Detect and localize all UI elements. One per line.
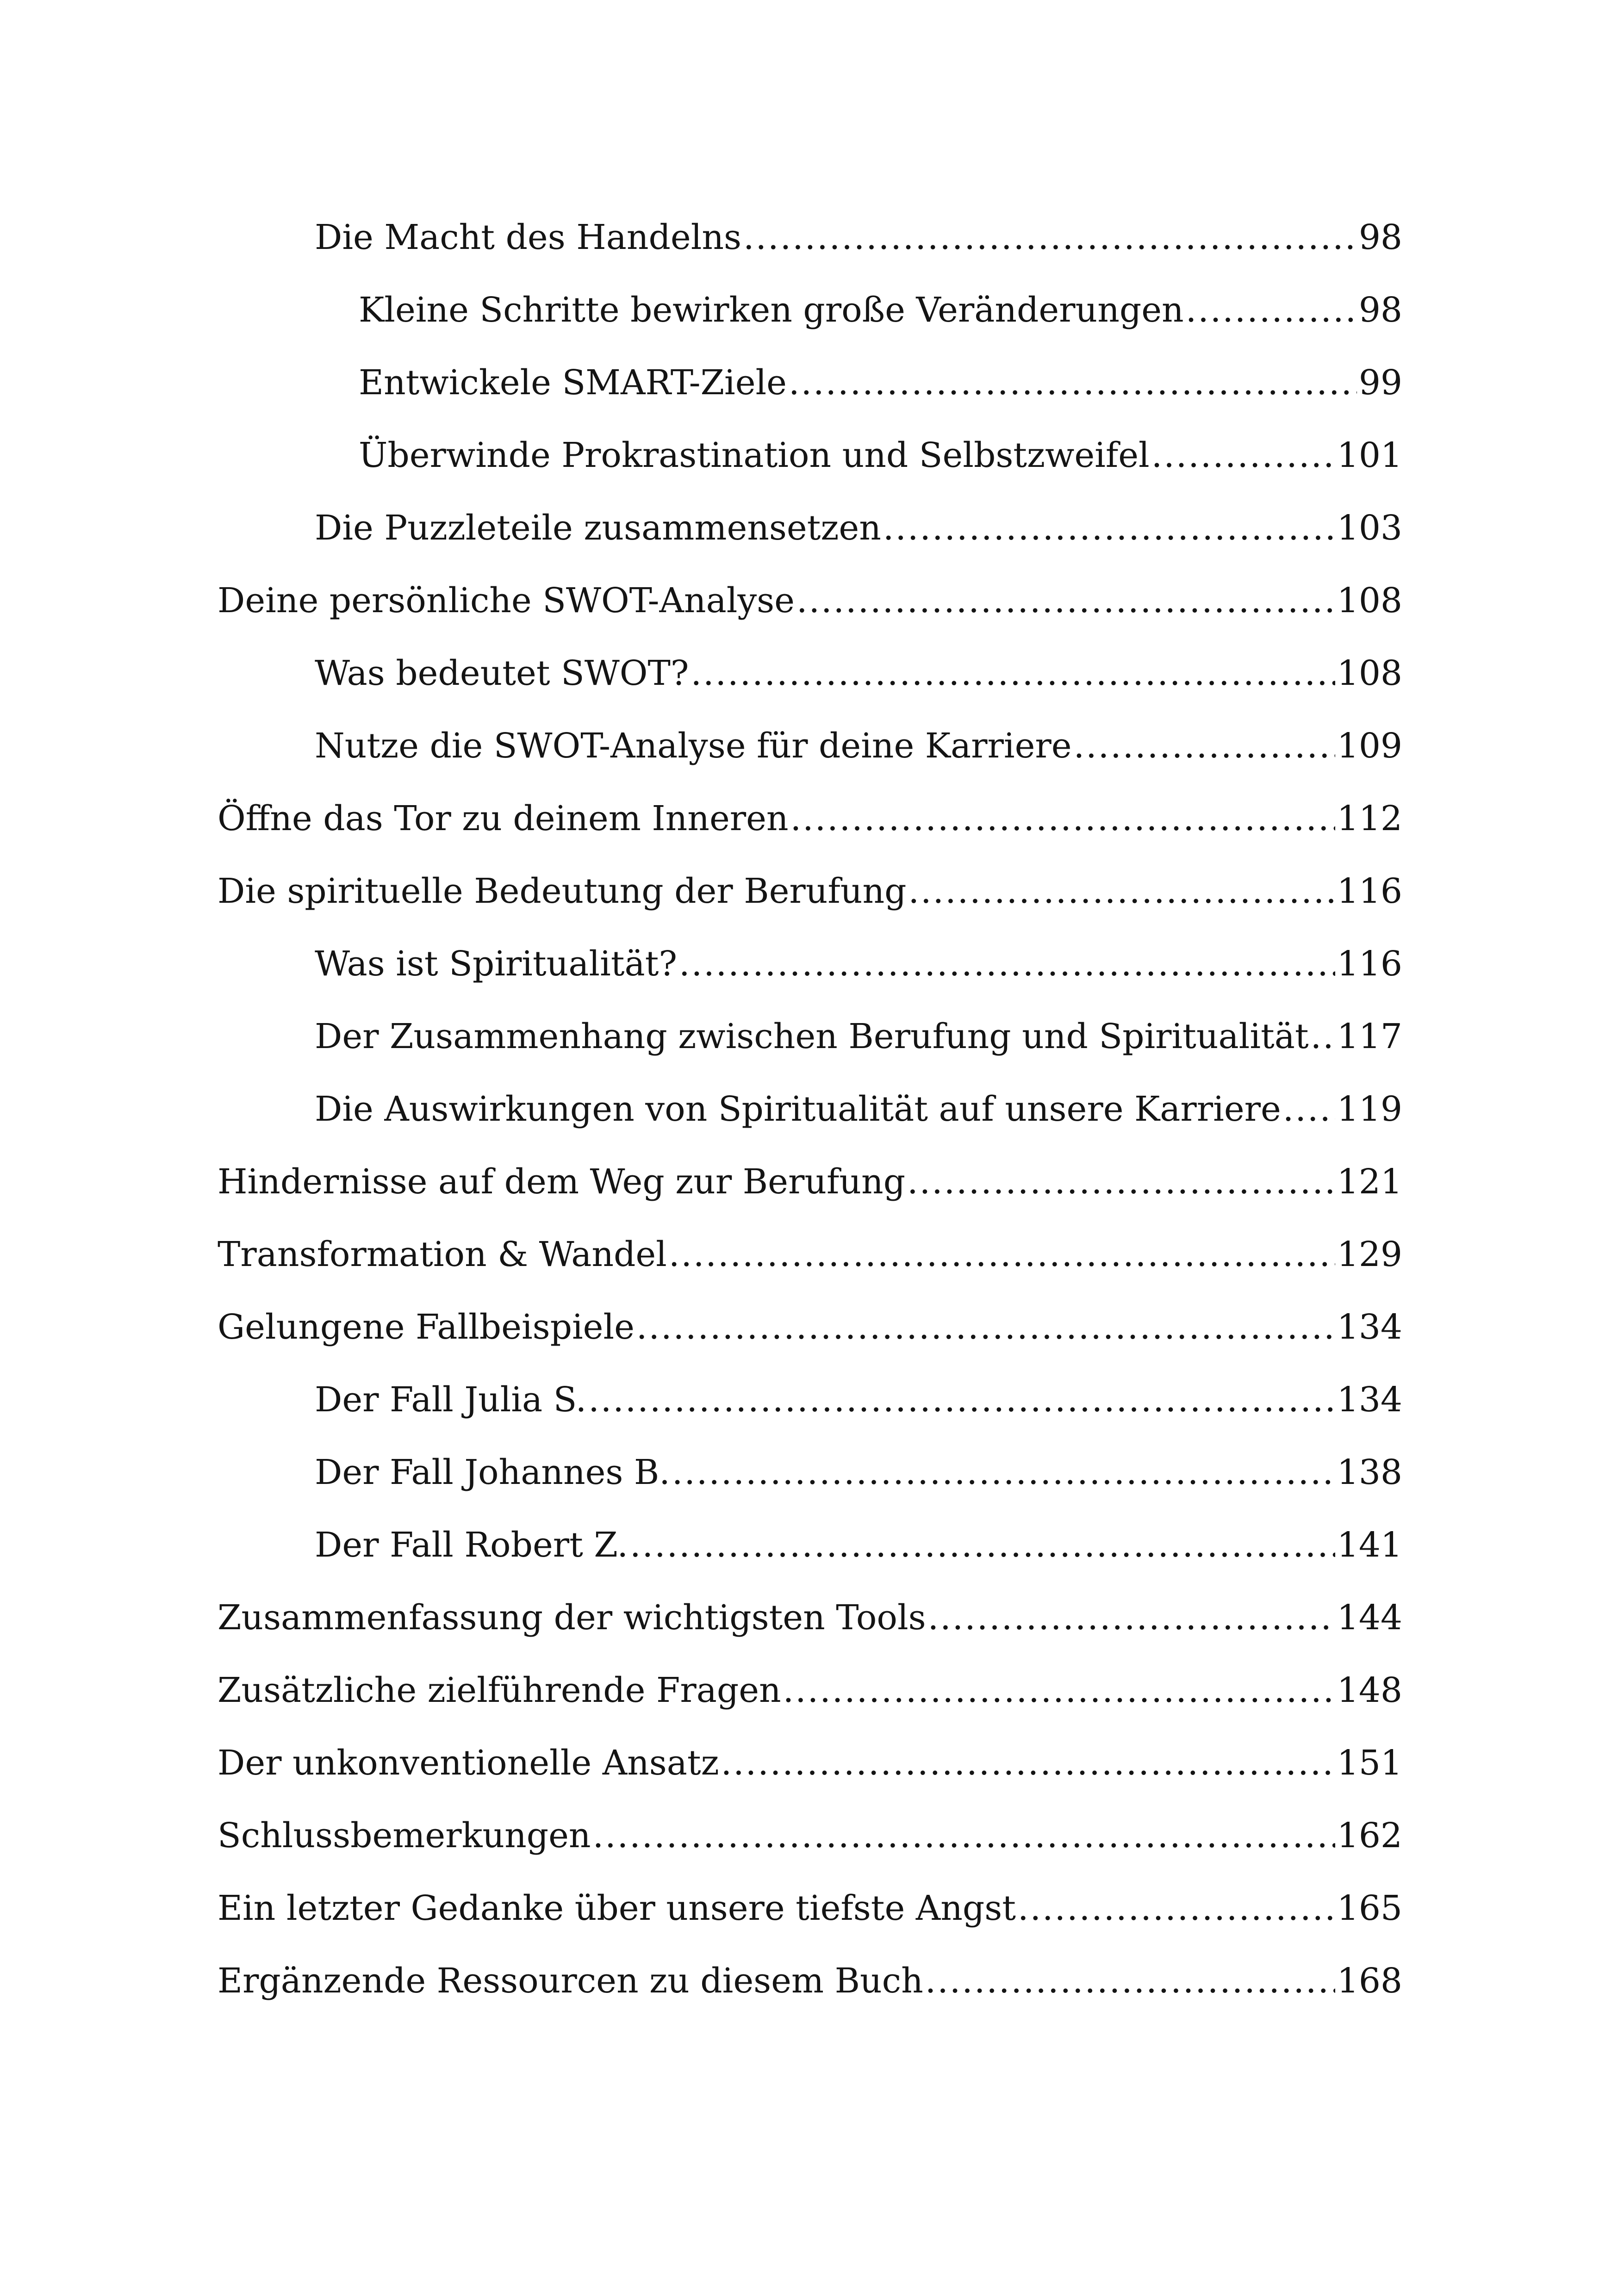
toc-entry-title: Der unkonventionelle Ansatz bbox=[218, 1743, 719, 1783]
toc-entry[interactable] bbox=[218, 419, 1402, 492]
toc-entry-title: Der Zusammenhang zwischen Berufung und Spiritualität bbox=[315, 1017, 1309, 1056]
toc-entry[interactable] bbox=[218, 492, 1402, 565]
toc-entry-page-number: 121 bbox=[1337, 1162, 1402, 1202]
toc-entry-title: Ergänzende Ressourcen zu diesem Buch bbox=[218, 1961, 923, 2001]
toc-dot-leader bbox=[789, 347, 1357, 419]
toc-entry-title: Hindernisse auf dem Weg zur Berufung bbox=[218, 1162, 906, 1202]
toc-entry-page-number: 144 bbox=[1337, 1598, 1402, 1638]
toc-dot-leader bbox=[593, 1800, 1335, 1872]
toc-entry-title: Der Fall Julia S. bbox=[315, 1380, 587, 1420]
toc-entry-page-number: 112 bbox=[1337, 799, 1402, 838]
toc-entry-title: Was ist Spiritualität? bbox=[315, 944, 678, 984]
toc-entry-page-number: 108 bbox=[1337, 581, 1402, 621]
toc-dot-leader bbox=[883, 492, 1335, 565]
toc-entry-page-number: 108 bbox=[1337, 653, 1402, 693]
toc-entry-title: Nutze die SWOT-Analyse für deine Karriere bbox=[315, 726, 1072, 766]
toc-entry-page-number: 134 bbox=[1337, 1307, 1402, 1347]
toc-entry-page-number: 116 bbox=[1337, 871, 1402, 911]
toc-entry-title: Die Puzzleteile zusammensetzen bbox=[315, 508, 881, 548]
toc-dot-leader bbox=[783, 1654, 1335, 1727]
toc-entry-page-number: 129 bbox=[1337, 1235, 1402, 1274]
toc-entry-page-number: 117 bbox=[1337, 1017, 1402, 1056]
toc-dot-leader bbox=[691, 637, 1335, 710]
toc-entry[interactable] bbox=[218, 637, 1402, 710]
toc-entry-title: Die Macht des Handelns bbox=[315, 217, 742, 257]
toc-dot-leader bbox=[925, 1945, 1335, 2017]
toc-entry-title: Der Fall Robert Z. bbox=[315, 1525, 629, 1565]
toc-dot-leader bbox=[1283, 1073, 1335, 1146]
toc-dot-leader bbox=[721, 1727, 1335, 1800]
toc-entry[interactable] bbox=[218, 1000, 1402, 1073]
toc-dot-leader bbox=[588, 1364, 1335, 1436]
toc-entry-page-number: 99 bbox=[1358, 363, 1402, 403]
toc-entry-title: Kleine Schritte bewirken große Veränderungen bbox=[359, 290, 1184, 330]
toc-entry[interactable] bbox=[218, 1291, 1402, 1364]
toc-entry[interactable] bbox=[218, 1364, 1402, 1436]
toc-entry-title: Die Auswirkungen von Spiritualität auf unsere Karriere bbox=[315, 1089, 1281, 1129]
toc-entry[interactable] bbox=[218, 565, 1402, 637]
toc-entry[interactable] bbox=[218, 928, 1402, 1000]
toc-entry[interactable] bbox=[218, 201, 1402, 274]
toc-entry[interactable] bbox=[218, 1800, 1402, 1872]
toc-entry[interactable] bbox=[218, 1654, 1402, 1727]
toc-dot-leader bbox=[1186, 274, 1357, 347]
toc-entry[interactable] bbox=[218, 782, 1402, 855]
table-of-contents bbox=[218, 201, 1402, 2017]
toc-dot-leader bbox=[1151, 419, 1335, 492]
toc-entry[interactable] bbox=[218, 1945, 1402, 2017]
toc-dot-leader bbox=[1018, 1872, 1335, 1945]
toc-entry-title: Überwinde Prokrastination und Selbstzweifel bbox=[359, 435, 1150, 475]
toc-entry-title: Die spirituelle Bedeutung der Berufung bbox=[218, 871, 907, 911]
toc-entry-title: Zusammenfassung der wichtigsten Tools bbox=[218, 1598, 926, 1638]
toc-dot-leader bbox=[1311, 1000, 1335, 1073]
toc-entry-page-number: 148 bbox=[1337, 1670, 1402, 1710]
toc-entry-title: Was bedeutet SWOT? bbox=[315, 653, 689, 693]
toc-dot-leader bbox=[672, 1436, 1335, 1509]
toc-entry-page-number: 138 bbox=[1337, 1452, 1402, 1492]
toc-entry-page-number: 103 bbox=[1337, 508, 1402, 548]
toc-entry-page-number: 119 bbox=[1337, 1089, 1402, 1129]
toc-entry[interactable] bbox=[218, 347, 1402, 419]
toc-entry-title: Schlussbemerkungen bbox=[218, 1816, 591, 1855]
toc-dot-leader bbox=[669, 1218, 1335, 1291]
toc-entry-title: Transformation & Wandel bbox=[218, 1235, 667, 1274]
toc-entry-page-number: 134 bbox=[1337, 1380, 1402, 1420]
toc-entry-title: Deine persönliche SWOT-Analyse bbox=[218, 581, 795, 621]
toc-entry[interactable] bbox=[218, 1509, 1402, 1582]
toc-dot-leader bbox=[797, 565, 1335, 637]
toc-entry-title: Entwickele SMART-Ziele bbox=[359, 363, 787, 403]
toc-entry[interactable] bbox=[218, 1073, 1402, 1146]
toc-dot-leader bbox=[636, 1291, 1335, 1364]
toc-entry[interactable] bbox=[218, 1218, 1402, 1291]
toc-dot-leader bbox=[743, 201, 1357, 274]
toc-entry-page-number: 98 bbox=[1358, 217, 1402, 257]
toc-entry-page-number: 141 bbox=[1337, 1525, 1402, 1565]
toc-dot-leader bbox=[790, 782, 1335, 855]
toc-entry[interactable] bbox=[218, 710, 1402, 782]
toc-entry-page-number: 165 bbox=[1337, 1888, 1402, 1928]
toc-dot-leader bbox=[909, 855, 1335, 928]
toc-entry-title: Zusätzliche zielführende Fragen bbox=[218, 1670, 781, 1710]
toc-entry-title: Gelungene Fallbeispiele bbox=[218, 1307, 635, 1347]
toc-entry-page-number: 98 bbox=[1358, 290, 1402, 330]
toc-entry-page-number: 109 bbox=[1337, 726, 1402, 766]
toc-entry[interactable] bbox=[218, 274, 1402, 347]
toc-entry[interactable] bbox=[218, 1582, 1402, 1654]
toc-entry-page-number: 162 bbox=[1337, 1816, 1402, 1855]
toc-entry-title: Öffne das Tor zu deinem Inneren bbox=[218, 799, 789, 838]
toc-entry[interactable] bbox=[218, 1872, 1402, 1945]
toc-dot-leader bbox=[679, 928, 1335, 1000]
toc-entry-title: Ein letzter Gedanke über unsere tiefste Angst bbox=[218, 1888, 1016, 1928]
toc-dot-leader bbox=[907, 1146, 1335, 1218]
toc-entry[interactable] bbox=[218, 1727, 1402, 1800]
toc-dot-leader bbox=[928, 1582, 1335, 1654]
toc-entry[interactable] bbox=[218, 855, 1402, 928]
toc-entry[interactable] bbox=[218, 1436, 1402, 1509]
toc-dot-leader bbox=[1074, 710, 1335, 782]
toc-entry-title: Der Fall Johannes B. bbox=[315, 1452, 670, 1492]
toc-entry-page-number: 116 bbox=[1337, 944, 1402, 984]
toc-entry-page-number: 151 bbox=[1337, 1743, 1402, 1783]
toc-entry-page-number: 101 bbox=[1337, 435, 1402, 475]
toc-entry-page-number: 168 bbox=[1337, 1961, 1402, 2001]
toc-entry[interactable] bbox=[218, 1146, 1402, 1218]
toc-dot-leader bbox=[630, 1509, 1335, 1582]
